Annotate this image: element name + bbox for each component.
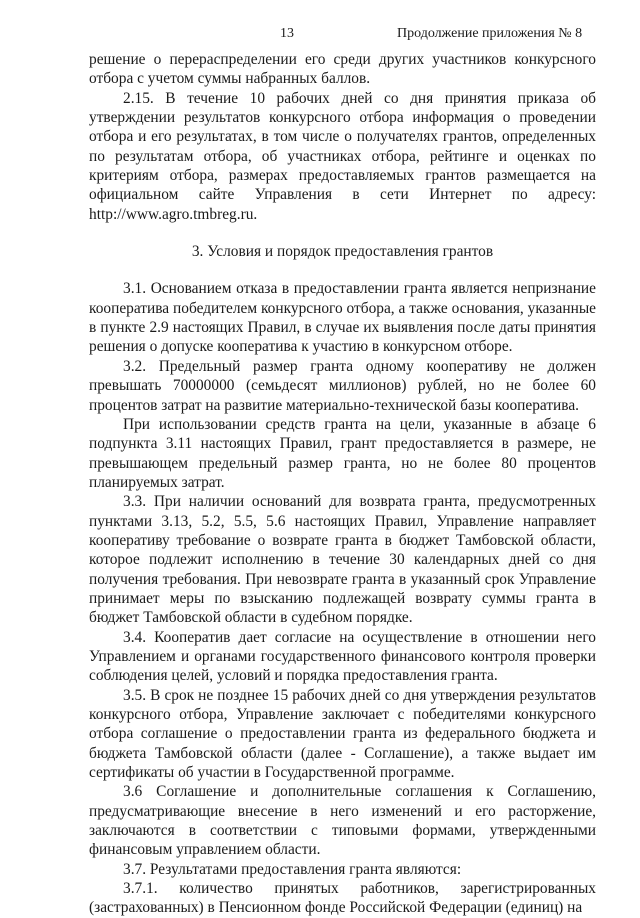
paragraph-carryover: решение о перераспределении его среди других участников конкурсного отбора с учетом суммы набранных баллов. [89, 51, 596, 88]
paragraph-3-2: 3.2. Предельный размер гранта одному кооперативу не должен превышать 70000000 (семьдесят миллионов) рублей, но не более 60 процентов затрат на развитие материально-технической базы кооператива. [89, 357, 596, 414]
appendix-continuation-label: Продолжение приложения № 8 [397, 26, 583, 41]
paragraph-3-7: 3.7. Результатами предоставления гранта являются: [123, 860, 462, 878]
paragraph-3-3: 3.3. При наличии оснований для возврата гранта, предусмотренных пунктами 3.13, 5.2, 5.5, 5.6 настоящих Правил, Управление направляет кооперативу требование о возврате гранта в бюджет Тамбовской области, которое подлежит исполнению в течение 30 календарных дней со дня получения требования. При невозврате гранта в указанный срок Управление принимает меры по взысканию подлежащей возврату суммы гранта в бюджет Тамбовской области в судебном порядке. [89, 493, 596, 627]
paragraph-3-4: 3.4. Кооператив дает согласие на осуществление в отношении него Управлением и органами государственного финансового контроля проверки соблюдения целей, условий и порядка предоставления гранта. [89, 628, 596, 685]
paragraph-3-6: 3.6 Соглашение и дополнительные соглашения к Соглашению, предусматривающие внесение в него изменений и его расторжение, заключаются в соответствии с типовыми формами, утвержденными финансовым управлением области. [89, 783, 596, 859]
section-3-heading: 3. Условия и порядок предоставления грантов [191, 243, 494, 261]
paragraph-3-2-continued: При использовании средств гранта на цели, указанные в абзаце 6 подпункта 3.11 настоящих Правил, грант предоставляется в размере, не превышающем предельный размер гранта, но не более 80 процентов планируемых затрат. [89, 415, 596, 491]
paragraph-3-5: 3.5. В срок не позднее 15 рабочих дней со дня утверждения результатов конкурсного отбора, Управление заключает с победителями конкурсного отбора соглашение о предоставлении гранта из федерального бюджета и бюджета Тамбовской области (далее - Соглашение), а также выдает им сертификаты об участии в Государственной программе. [89, 686, 596, 782]
paragraph-3-1: 3.1. Основанием отказа в предоставлении гранта является непризнание кооператива победителем конкурсного отбора, а также основания, указанные в пункте 2.9 настоящих Правил, в случае их выявления после даты принятия решения о допуске кооператива к участию в конкурсном отборе. [89, 280, 596, 356]
paragraph-3-7-1: 3.7.1. количество принятых работников, зарегистрированных (застрахованных) в Пенсионном фонде Российской Федерации (единиц) на [89, 880, 596, 917]
document-body [89, 50, 596, 918]
page-number: 13 [280, 26, 294, 41]
paragraph-2-15: 2.15. В течение 10 рабочих дней со дня принятия приказа об утверждении результатов конкурсного отбора информация о проведении отбора и его результатах, в том числе о получателях грантов, определенных по результатам отбора, об участниках отбора, рейтинге и оценках по критериям отбора, размерах предоставляемых грантов размещается на официальном сайте Управления в сети Интернет по адресу: http://www.agro.tmbreg.ru. [89, 89, 596, 223]
